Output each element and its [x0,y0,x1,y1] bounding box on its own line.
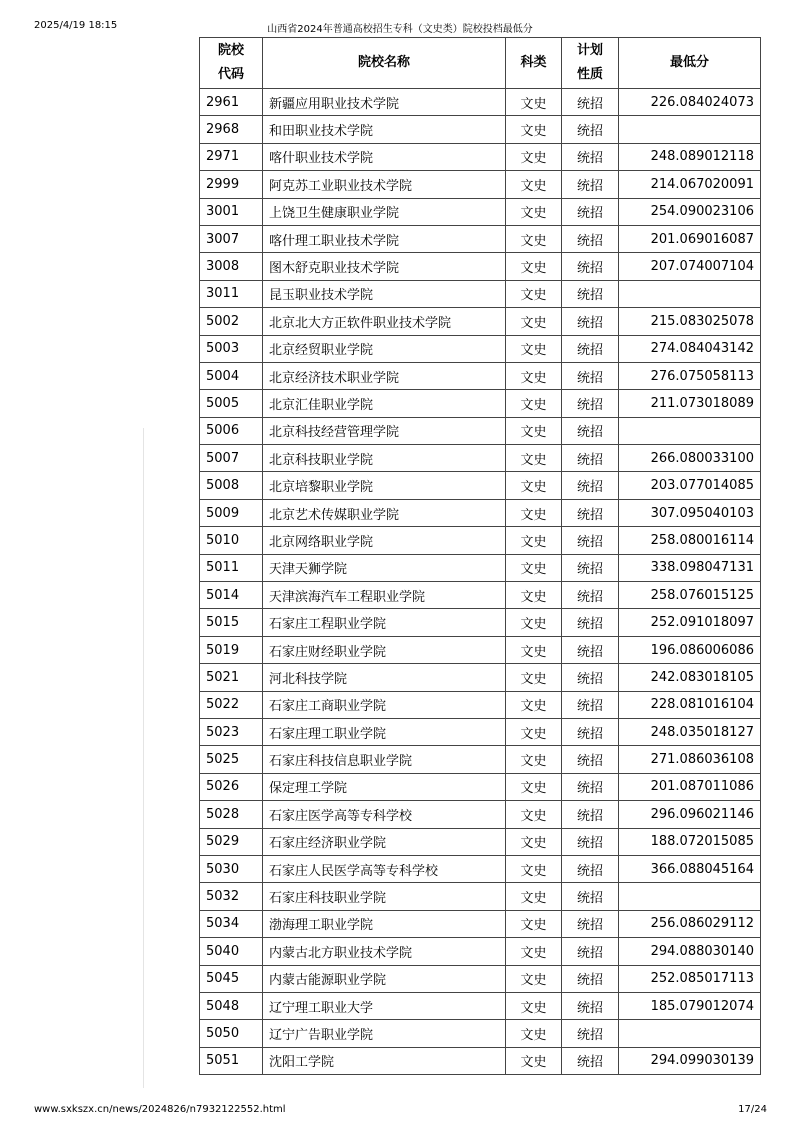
cell-school-code: 5022 [200,691,263,718]
table-row [200,417,761,444]
table-row [200,143,761,170]
cell-min-score: 366.088045164 [619,855,761,882]
cell-plan-type: 统招 [562,1047,619,1074]
cell-school-code: 5011 [200,554,263,581]
table-row [200,910,761,937]
cell-subject: 文史 [506,280,562,307]
cell-school-code: 5050 [200,1020,263,1047]
table-row [200,801,761,828]
cell-subject: 文史 [506,390,562,417]
cell-min-score: 211.073018089 [619,390,761,417]
table-row [200,89,761,116]
table-row [200,554,761,581]
table-row [200,362,761,389]
cell-subject: 文史 [506,609,562,636]
table-row [200,718,761,745]
cell-subject: 文史 [506,636,562,663]
cell-subject: 文史 [506,554,562,581]
cell-school-name: 石家庄科技信息职业学院 [263,746,506,773]
cell-subject: 文史 [506,198,562,225]
cell-school-code: 5048 [200,992,263,1019]
cell-subject: 文史 [506,116,562,143]
cell-subject: 文史 [506,362,562,389]
cell-school-name: 和田职业技术学院 [263,116,506,143]
cell-min-score: 201.087011086 [619,773,761,800]
cell-plan-type: 统招 [562,308,619,335]
cell-plan-type: 统招 [562,280,619,307]
cell-school-name: 图木舒克职业技术学院 [263,253,506,280]
cell-school-name: 北京汇佳职业学院 [263,390,506,417]
cell-plan-type: 统招 [562,664,619,691]
cell-plan-type: 统招 [562,89,619,116]
cell-school-code: 5045 [200,965,263,992]
cell-plan-type: 统招 [562,691,619,718]
table-row [200,499,761,526]
header-min-score: 最低分 [619,38,761,89]
cell-school-name: 石家庄医学高等专科学校 [263,801,506,828]
cell-min-score: 294.088030140 [619,938,761,965]
cell-school-code: 5015 [200,609,263,636]
cell-school-name: 内蒙古能源职业学院 [263,965,506,992]
cell-subject: 文史 [506,883,562,910]
header-school-name: 院校名称 [263,38,506,89]
cell-subject: 文史 [506,992,562,1019]
table-row [200,527,761,554]
cell-school-name: 河北科技学院 [263,664,506,691]
cell-plan-type: 统招 [562,718,619,745]
table-row [200,582,761,609]
table-row [200,609,761,636]
cell-subject: 文史 [506,308,562,335]
cell-plan-type: 统招 [562,609,619,636]
cell-plan-type: 统招 [562,636,619,663]
cell-school-code: 3008 [200,253,263,280]
cell-school-name: 石家庄经济职业学院 [263,828,506,855]
cell-school-name: 保定理工学院 [263,773,506,800]
table-header-row [200,38,761,89]
cell-school-name: 石家庄工程职业学院 [263,609,506,636]
cell-subject: 文史 [506,527,562,554]
cell-plan-type: 统招 [562,801,619,828]
cell-subject: 文史 [506,143,562,170]
cell-min-score: 242.083018105 [619,664,761,691]
cell-min-score: 214.067020091 [619,171,761,198]
cell-min-score: 276.075058113 [619,362,761,389]
cell-min-score: 203.077014085 [619,472,761,499]
cell-school-code: 5026 [200,773,263,800]
cell-subject: 文史 [506,746,562,773]
cell-school-code: 5003 [200,335,263,362]
cell-school-name: 昆玉职业技术学院 [263,280,506,307]
table-row [200,883,761,910]
table-row [200,746,761,773]
table-row [200,965,761,992]
cell-plan-type: 统招 [562,910,619,937]
table-row [200,445,761,472]
cell-school-name: 石家庄理工职业学院 [263,718,506,745]
cell-school-code: 2971 [200,143,263,170]
cell-min-score [619,883,761,910]
table-body [200,89,761,1075]
cell-min-score: 258.076015125 [619,582,761,609]
cell-min-score: 201.069016087 [619,225,761,252]
cell-school-code: 5034 [200,910,263,937]
cell-subject: 文史 [506,691,562,718]
cell-school-name: 北京经贸职业学院 [263,335,506,362]
cell-school-name: 天津滨海汽车工程职业学院 [263,582,506,609]
cell-subject: 文史 [506,445,562,472]
cell-subject: 文史 [506,773,562,800]
cell-school-code: 2968 [200,116,263,143]
page-number: 17/24 [738,1104,767,1115]
cell-plan-type: 统招 [562,472,619,499]
table-row [200,1020,761,1047]
cell-school-code: 2999 [200,171,263,198]
cell-min-score: 215.083025078 [619,308,761,335]
cell-school-code: 5010 [200,527,263,554]
cell-school-name: 北京艺术传媒职业学院 [263,499,506,526]
table-row [200,253,761,280]
cell-min-score: 228.081016104 [619,691,761,718]
cell-plan-type: 统招 [562,1020,619,1047]
cell-school-code: 5007 [200,445,263,472]
cell-school-name: 沈阳工学院 [263,1047,506,1074]
cell-school-code: 5025 [200,746,263,773]
cell-plan-type: 统招 [562,746,619,773]
cell-plan-type: 统招 [562,445,619,472]
cell-min-score: 185.079012074 [619,992,761,1019]
cell-plan-type: 统招 [562,362,619,389]
cell-subject: 文史 [506,1047,562,1074]
cell-school-code: 5023 [200,718,263,745]
table-row [200,280,761,307]
table-row [200,938,761,965]
cell-school-name: 辽宁广告职业学院 [263,1020,506,1047]
cell-subject: 文史 [506,910,562,937]
cell-min-score: 252.085017113 [619,965,761,992]
cell-subject: 文史 [506,938,562,965]
cell-school-name: 内蒙古北方职业技术学院 [263,938,506,965]
margin-divider [143,428,144,1088]
document-title: 山西省2024年普通高校招生专科（文史类）院校投档最低分 [267,24,533,35]
cell-min-score: 226.084024073 [619,89,761,116]
cell-school-name: 渤海理工职业学院 [263,910,506,937]
cell-plan-type: 统招 [562,335,619,362]
table-row [200,335,761,362]
cell-school-code: 5029 [200,828,263,855]
cell-plan-type: 统招 [562,773,619,800]
cell-school-name: 北京网络职业学院 [263,527,506,554]
table-row [200,828,761,855]
cell-min-score: 274.084043142 [619,335,761,362]
cell-school-code: 5014 [200,582,263,609]
cell-school-code: 5006 [200,417,263,444]
table-row [200,855,761,882]
cell-plan-type: 统招 [562,390,619,417]
cell-plan-type: 统招 [562,855,619,882]
cell-school-code: 2961 [200,89,263,116]
cell-min-score: 296.096021146 [619,801,761,828]
cell-min-score: 188.072015085 [619,828,761,855]
table-row [200,691,761,718]
cell-school-name: 北京培黎职业学院 [263,472,506,499]
cell-plan-type: 统招 [562,225,619,252]
cell-school-name: 喀什职业技术学院 [263,143,506,170]
cell-school-code: 5008 [200,472,263,499]
table-row [200,225,761,252]
cell-school-name: 阿克苏工业职业技术学院 [263,171,506,198]
cell-min-score: 254.090023106 [619,198,761,225]
cell-min-score [619,1020,761,1047]
cell-plan-type: 统招 [562,554,619,581]
cell-school-name: 北京科技经营管理学院 [263,417,506,444]
table-row [200,308,761,335]
cell-min-score: 256.086029112 [619,910,761,937]
cell-plan-type: 统招 [562,582,619,609]
table-row [200,664,761,691]
admission-score-table [199,37,761,1075]
table-row [200,116,761,143]
cell-min-score: 196.086006086 [619,636,761,663]
cell-min-score: 294.099030139 [619,1047,761,1074]
cell-school-name: 喀什理工职业技术学院 [263,225,506,252]
cell-school-code: 5032 [200,883,263,910]
cell-subject: 文史 [506,472,562,499]
cell-plan-type: 统招 [562,171,619,198]
cell-min-score [619,280,761,307]
cell-min-score [619,417,761,444]
cell-school-name: 辽宁理工职业大学 [263,992,506,1019]
cell-school-name: 石家庄人民医学高等专科学校 [263,855,506,882]
cell-school-code: 5019 [200,636,263,663]
table-row [200,472,761,499]
cell-min-score: 252.091018097 [619,609,761,636]
cell-subject: 文史 [506,965,562,992]
table-row [200,171,761,198]
cell-min-score: 248.035018127 [619,718,761,745]
cell-subject: 文史 [506,253,562,280]
cell-school-name: 石家庄财经职业学院 [263,636,506,663]
cell-subject: 文史 [506,1020,562,1047]
header-plan-type: 计划 性质 [562,38,619,89]
cell-subject: 文史 [506,417,562,444]
cell-school-code: 5009 [200,499,263,526]
page-url: www.sxkszx.cn/news/2024826/n7932122552.html [34,1104,286,1115]
cell-subject: 文史 [506,335,562,362]
cell-school-name: 新疆应用职业技术学院 [263,89,506,116]
cell-plan-type: 统招 [562,883,619,910]
cell-school-name: 北京经济技术职业学院 [263,362,506,389]
cell-school-code: 5004 [200,362,263,389]
cell-subject: 文史 [506,225,562,252]
cell-plan-type: 统招 [562,253,619,280]
header-subject: 科类 [506,38,562,89]
cell-min-score [619,116,761,143]
cell-min-score: 207.074007104 [619,253,761,280]
table-row [200,1047,761,1074]
cell-min-score: 266.080033100 [619,445,761,472]
cell-school-code: 5005 [200,390,263,417]
table-row [200,992,761,1019]
cell-subject: 文史 [506,582,562,609]
cell-school-code: 3011 [200,280,263,307]
cell-min-score: 248.089012118 [619,143,761,170]
cell-school-code: 3007 [200,225,263,252]
cell-plan-type: 统招 [562,938,619,965]
cell-plan-type: 统招 [562,198,619,225]
cell-subject: 文史 [506,718,562,745]
table-row [200,773,761,800]
cell-subject: 文史 [506,89,562,116]
cell-subject: 文史 [506,664,562,691]
cell-plan-type: 统招 [562,965,619,992]
cell-school-code: 5028 [200,801,263,828]
cell-plan-type: 统招 [562,527,619,554]
cell-plan-type: 统招 [562,499,619,526]
table-row [200,390,761,417]
cell-school-name: 石家庄科技职业学院 [263,883,506,910]
cell-min-score: 307.095040103 [619,499,761,526]
cell-min-score: 338.098047131 [619,554,761,581]
cell-plan-type: 统招 [562,992,619,1019]
print-datetime: 2025/4/19 18:15 [34,20,118,31]
cell-school-code: 3001 [200,198,263,225]
cell-subject: 文史 [506,499,562,526]
cell-subject: 文史 [506,855,562,882]
cell-school-name: 北京科技职业学院 [263,445,506,472]
cell-subject: 文史 [506,801,562,828]
table-row [200,636,761,663]
cell-school-name: 上饶卫生健康职业学院 [263,198,506,225]
cell-subject: 文史 [506,828,562,855]
cell-school-code: 5002 [200,308,263,335]
cell-school-name: 天津天狮学院 [263,554,506,581]
cell-plan-type: 统招 [562,116,619,143]
cell-subject: 文史 [506,171,562,198]
cell-school-name: 北京北大方正软件职业技术学院 [263,308,506,335]
cell-plan-type: 统招 [562,828,619,855]
cell-school-code: 5040 [200,938,263,965]
cell-min-score: 271.086036108 [619,746,761,773]
cell-min-score: 258.080016114 [619,527,761,554]
cell-plan-type: 统招 [562,417,619,444]
header-school-code: 院校 代码 [200,38,263,89]
cell-school-code: 5030 [200,855,263,882]
cell-school-code: 5021 [200,664,263,691]
cell-plan-type: 统招 [562,143,619,170]
cell-school-code: 5051 [200,1047,263,1074]
cell-school-name: 石家庄工商职业学院 [263,691,506,718]
table-row [200,198,761,225]
